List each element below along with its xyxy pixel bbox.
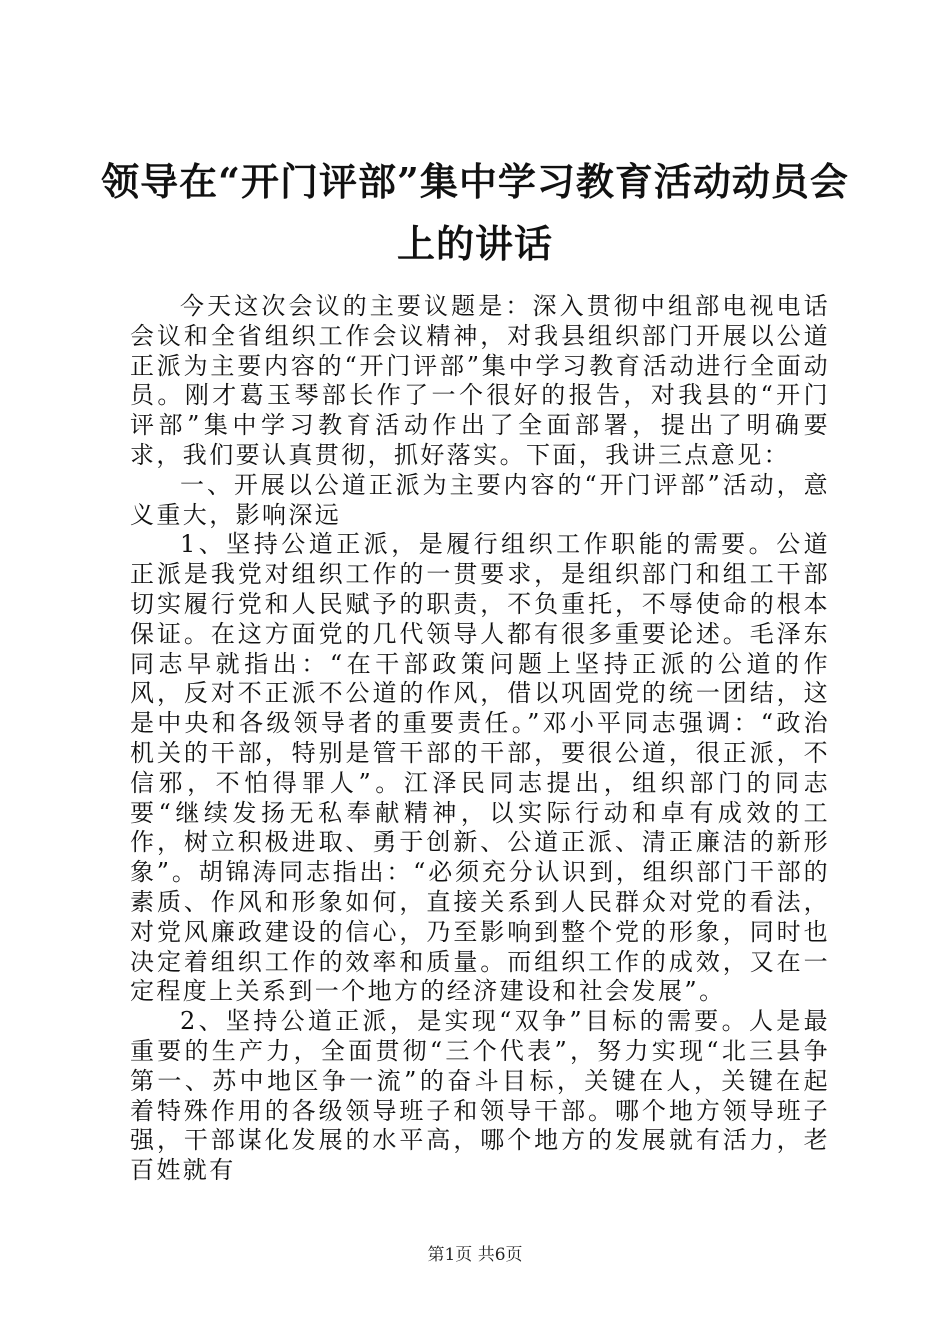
document-body [130,292,830,1186]
paragraph-intro: 今天这次会议的主要议题是：深入贯彻中组部电视电话会议和全省组织工作会议精神，对我县组织部门开展以公道正派为主要内容的“开门评部”集中学习教育活动进行全面动员。刚才葛玉琴部长作了一个很好的报告，对我县的“开门评部”集中学习教育活动作出了全面部署，提出了明确要求，我们要认真贯彻，抓好落实。下面，我讲三点意见： [130,292,830,469]
document-title-line-2: 上的讲话 [396,221,553,266]
page-footer: 第1页 共6页 [427,1245,523,1265]
paragraph-point-1: 1、坚持公道正派，是履行组织工作职能的需要。公道正派是我党对组织工作的一贯要求，是组织部门和组工干部切实履行党和人民赋予的职责，不负重托，不辱使命的根本保证。在这方面党的几代领导人都有很多重要论述。毛泽东同志早就指出：“在干部政策问题上坚持正派的公道的作风，反对不正派不公道的作风，借以巩固党的统一团结，这是中央和各级领导者的重要责任。”邓小平同志强调：“政治机关的干部，特别是管干部的干部，要很公道，很正派，不信邪，不怕得罪人”。江泽民同志提出，组织部门的同志要“继续发扬无私奉献精神，以实际行动和卓有成效的工作，树立积极进取、勇于创新、公道正派、清正廉洁的新形象”。胡锦涛同志指出：“必须充分认识到，组织部门干部的素质、作风和形象如何，直接关系到人民群众对党的看法，对党风廉政建设的信心，乃至影响到整个党的形象，同时也决定着组织工作的效率和质量。而组织工作的成效，又在一定程度上关系到一个地方的经济建设和社会发展”。 [130,530,830,1006]
paragraph-point-2: 2、坚持公道正派，是实现“双争”目标的需要。人是最重要的生产力，全面贯彻“三个代表”，努力实现“北三县争第一、苏中地区争一流”的奋斗目标，关键在人，关键在起着特殊作用的各级领导班子和领导干部。哪个地方领导班子强，干部谋化发展的水平高，哪个地方的发展就有活力，老百姓就有 [130,1007,830,1185]
document-title-line-1: 领导在“开门评部”集中学习教育活动动员会 [101,159,849,204]
section-heading-1: 一、开展以公道正派为主要内容的“开门评部”活动，意义重大，影响深远 [130,470,830,529]
